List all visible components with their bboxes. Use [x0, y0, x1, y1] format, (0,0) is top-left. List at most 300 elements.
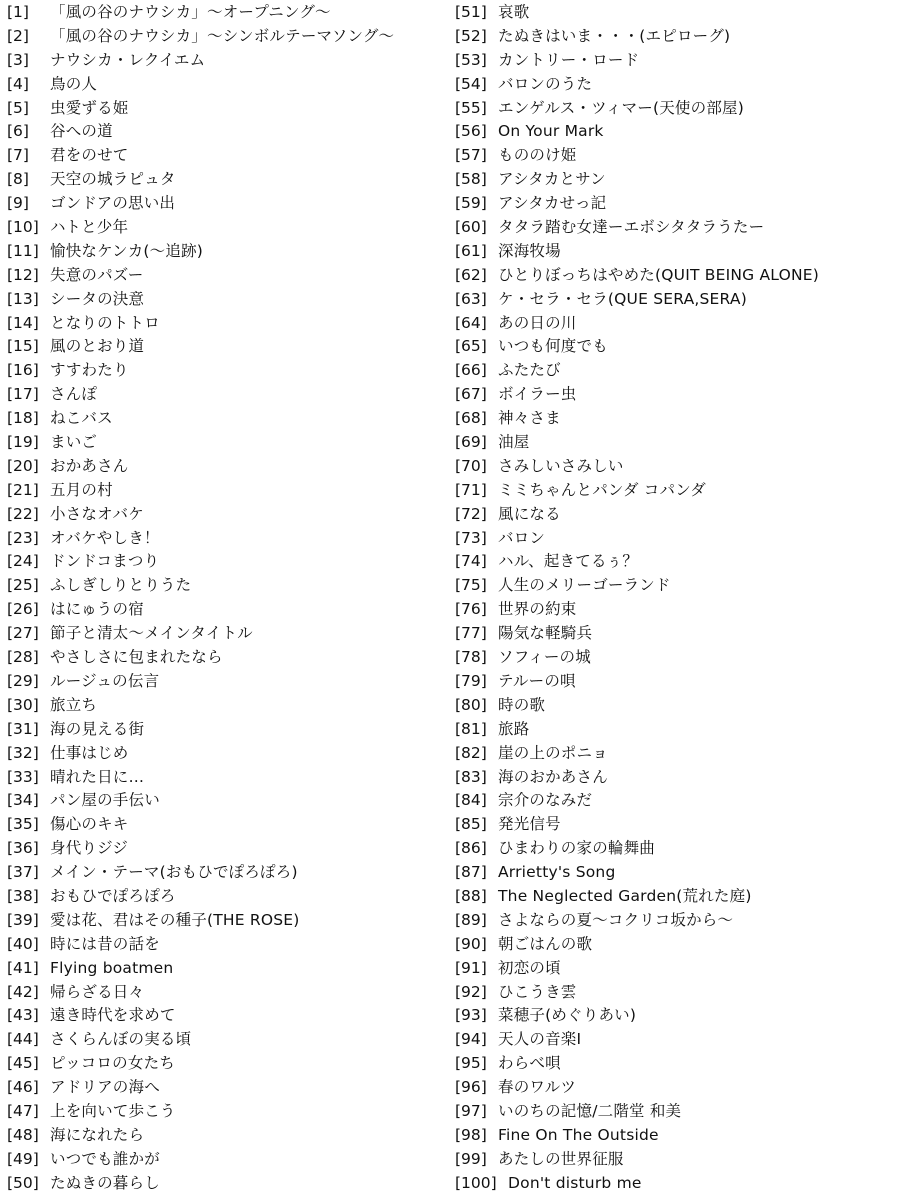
track-list-item [7, 1124, 447, 1148]
track-list-item [455, 981, 895, 1005]
track-title: アドリアの海へ [50, 1078, 160, 1097]
track-list-item [455, 192, 895, 216]
track-list-item [455, 25, 895, 49]
track-number: [59] [455, 194, 487, 213]
track-list-item [455, 622, 895, 646]
track-title: 哀歌 [498, 3, 530, 21]
track-number: [24] [7, 552, 39, 571]
track-list-item [455, 479, 895, 503]
track-title: アシタカとサン [498, 170, 606, 189]
track-list-item [7, 144, 447, 168]
track-list-item [455, 383, 895, 407]
track-title: いつも何度でも [498, 337, 608, 356]
track-number: [58] [455, 170, 487, 189]
track-list-item [455, 407, 895, 431]
track-title: おかあさん [50, 456, 129, 475]
track-title: 虫愛ずる姫 [50, 98, 129, 117]
track-list-item [7, 933, 447, 957]
track-title: ルージュの伝言 [50, 671, 160, 690]
track-list-item [7, 1052, 447, 1076]
track-title: さよならの夏〜コクリコ坂から〜 [498, 910, 734, 929]
track-list-item [7, 574, 447, 598]
track-number: [69] [455, 433, 487, 452]
track-title: 時の歌 [498, 695, 546, 714]
track-number: [71] [455, 480, 487, 499]
track-number: [99] [455, 1149, 487, 1168]
track-title: ハトと少年 [50, 218, 129, 237]
track-title: ひとりぼっちはやめた(QUIT BEING ALONE) [498, 265, 820, 284]
track-number: [8] [7, 170, 29, 189]
track-list-item [7, 813, 447, 837]
track-list-item [455, 933, 895, 957]
track-list-item [7, 240, 447, 264]
track-list-item [7, 1172, 447, 1196]
track-number: [53] [455, 50, 487, 69]
track-number: [47] [7, 1101, 39, 1120]
track-number: [9] [7, 194, 29, 213]
track-list-item [455, 359, 895, 383]
track-number: [77] [455, 624, 487, 643]
track-number: [37] [7, 863, 39, 882]
track-number: [55] [455, 98, 487, 117]
track-title: メイン・テーマ(おもひでぽろぽろ) [50, 863, 298, 882]
track-number: [19] [7, 433, 39, 452]
track-title: 愛は花、君はその種子(THE ROSE) [50, 910, 300, 929]
track-list-column-right [455, 1, 895, 1196]
track-title: Fine On The Outside [498, 1125, 659, 1144]
track-title: もののけ姫 [498, 146, 577, 165]
track-list-item [7, 1076, 447, 1100]
track-title: 陽気な軽騎兵 [498, 624, 593, 643]
track-title: ひこうき雲 [498, 982, 577, 1001]
track-list-item [7, 1148, 447, 1172]
track-number: [93] [455, 1006, 487, 1025]
track-number: [57] [455, 146, 487, 165]
track-title: 崖の上のポニョ [498, 743, 608, 762]
track-number: [85] [455, 815, 487, 834]
track-list-item [7, 1004, 447, 1028]
track-title: ねこバス [50, 409, 113, 428]
track-number: [6] [7, 122, 29, 141]
track-number: [20] [7, 456, 39, 475]
track-number: [79] [455, 671, 487, 690]
track-number: [17] [7, 385, 39, 404]
track-number: [25] [7, 576, 39, 595]
track-title: となりのトトロ [50, 313, 160, 332]
track-title: ケ・セラ・セラ(QUE SERA,SERA) [498, 289, 747, 308]
track-number: [88] [455, 886, 487, 905]
track-title: あたしの世界征服 [498, 1149, 624, 1168]
track-number: [38] [7, 886, 39, 905]
track-list-item [455, 120, 895, 144]
track-title: 晴れた日に… [50, 767, 145, 786]
track-number: [68] [455, 409, 487, 428]
track-list-item [455, 1028, 895, 1052]
track-title: 帰らざる日々 [50, 982, 145, 1001]
track-number: [67] [455, 385, 487, 404]
track-title: ソフィーの城 [498, 648, 591, 667]
track-number: [42] [7, 982, 39, 1001]
track-list-item [455, 574, 895, 598]
track-number: [56] [455, 122, 487, 141]
track-list-item [455, 813, 895, 837]
track-title: さくらんぼの実る頃 [50, 1030, 192, 1049]
track-list-item [7, 192, 447, 216]
track-list-item [7, 885, 447, 909]
track-list-item [7, 981, 447, 1005]
track-number: [15] [7, 337, 39, 356]
track-title: 人生のメリーゴーランド [498, 576, 671, 595]
track-title: 小さなオバケ [50, 504, 144, 523]
track-number: [32] [7, 743, 39, 762]
track-number: [26] [7, 600, 39, 619]
track-number: [31] [7, 719, 39, 738]
track-number: [30] [7, 695, 39, 714]
track-title: 海の見える街 [50, 719, 145, 738]
track-title: 世界の約束 [498, 600, 577, 619]
track-title: 身代りジジ [50, 839, 129, 858]
track-title: さみしいさみしい [498, 456, 624, 475]
track-number: [66] [455, 361, 487, 380]
track-number: [48] [7, 1125, 39, 1144]
track-list-item [455, 240, 895, 264]
track-list-item [455, 144, 895, 168]
track-number: [84] [455, 791, 487, 810]
track-number: [16] [7, 361, 39, 380]
track-list-item [7, 622, 447, 646]
track-number: [23] [7, 528, 39, 547]
track-list-item [455, 168, 895, 192]
track-number: [12] [7, 265, 39, 284]
track-title: バロンのうた [498, 74, 593, 93]
track-title: あの日の川 [498, 313, 577, 332]
track-list-item [455, 1076, 895, 1100]
track-title: いつでも誰かが [50, 1149, 160, 1168]
track-number: [78] [455, 648, 487, 667]
track-number: [44] [7, 1030, 39, 1049]
track-list-item [7, 957, 447, 981]
track-list-item [7, 168, 447, 192]
track-list-item [455, 909, 895, 933]
track-list-item [455, 288, 895, 312]
track-title: オバケやしき！ [50, 528, 160, 547]
track-number: [1] [7, 3, 29, 21]
track-number: [41] [7, 958, 39, 977]
track-list-item [7, 527, 447, 551]
track-number: [22] [7, 504, 39, 523]
track-list-item [7, 503, 447, 527]
track-title: 旅立ち [50, 695, 98, 714]
track-title: 初恋の頃 [498, 958, 561, 977]
track-number: [86] [455, 839, 487, 858]
track-number: [80] [455, 695, 487, 714]
track-list-item [7, 837, 447, 861]
track-list-item [7, 49, 447, 73]
track-list-item [7, 670, 447, 694]
track-number: [3] [7, 50, 29, 69]
track-list-item [7, 1100, 447, 1124]
track-list-item [7, 766, 447, 790]
track-number: [34] [7, 791, 39, 810]
track-title: 仕事はじめ [50, 743, 129, 762]
track-list-item [7, 718, 447, 742]
track-title: 時には昔の話を [50, 934, 160, 953]
track-title: 天空の城ラピュタ [50, 170, 176, 189]
track-list-item [455, 1124, 895, 1148]
track-list-item [455, 1, 895, 25]
track-number: [74] [455, 552, 487, 571]
track-title: いのちの記憶/二階堂 和美 [498, 1101, 682, 1120]
track-list-item [455, 1052, 895, 1076]
track-list-item [7, 97, 447, 121]
track-title: シータの決意 [50, 289, 145, 308]
track-list-item [7, 598, 447, 622]
track-list-item [455, 957, 895, 981]
track-list-item [455, 670, 895, 694]
track-title: 深海牧場 [498, 241, 561, 260]
track-title: 海のおかあさん [498, 767, 608, 786]
track-list-item [455, 527, 895, 551]
track-number: [50] [7, 1173, 39, 1192]
track-title: テルーの唄 [498, 671, 576, 690]
track-list-item [455, 885, 895, 909]
track-title: おもひでぽろぽろ [50, 886, 176, 905]
track-title: 鳥の人 [50, 74, 98, 93]
track-number: [87] [455, 863, 487, 882]
track-list-item [7, 383, 447, 407]
track-title: 旅路 [498, 719, 530, 738]
track-number: [76] [455, 600, 487, 619]
track-title: ナウシカ・レクイエム [50, 50, 206, 69]
track-number: [96] [455, 1078, 487, 1097]
track-list-item [7, 407, 447, 431]
track-title: 遠き時代を求めて [50, 1006, 176, 1025]
track-list-item [455, 646, 895, 670]
track-number: [29] [7, 671, 39, 690]
track-list-item [7, 861, 447, 885]
track-number: [64] [455, 313, 487, 332]
track-list-item [455, 837, 895, 861]
track-title: ハル、起きてるぅ？ [498, 552, 639, 571]
track-title: ゴンドアの思い出 [50, 194, 176, 213]
track-number: [40] [7, 934, 39, 953]
track-number: [33] [7, 767, 39, 786]
track-title: ふしぎしりとりうた [50, 576, 192, 595]
track-number: [49] [7, 1149, 39, 1168]
track-list-item [7, 455, 447, 479]
track-title: Flying boatmen [50, 958, 174, 977]
track-title: わらべ唄 [498, 1054, 561, 1073]
track-title: 節子と清太〜メインタイトル [50, 624, 253, 643]
track-number: [51] [455, 3, 487, 21]
track-number: [61] [455, 241, 487, 260]
track-list-item [7, 550, 447, 574]
track-list-item [455, 264, 895, 288]
track-list-item [455, 1100, 895, 1124]
track-number: [94] [455, 1030, 487, 1049]
track-title: 君をのせて [50, 146, 129, 165]
track-list-item [7, 216, 447, 240]
track-list-item [455, 861, 895, 885]
track-number: [46] [7, 1078, 39, 1097]
track-list-item [455, 503, 895, 527]
track-list-item [7, 694, 447, 718]
track-list-item [7, 264, 447, 288]
track-title: 神々さま [498, 409, 561, 428]
track-list-item [455, 1148, 895, 1172]
track-list-item [7, 312, 447, 336]
track-title: ふたたび [498, 361, 561, 380]
track-number: [28] [7, 648, 39, 667]
track-list-item [455, 766, 895, 790]
track-list-item [7, 25, 447, 49]
track-number: [7] [7, 146, 29, 165]
track-title: 春のワルツ [498, 1078, 577, 1097]
track-title: 海になれたら [50, 1125, 145, 1144]
track-list-item [455, 431, 895, 455]
track-title: 「風の谷のナウシカ」〜オープニング〜 [50, 3, 331, 21]
track-list-column-left [7, 1, 447, 1196]
track-number: [35] [7, 815, 39, 834]
track-list-item [7, 1, 447, 25]
track-title: パン屋の手伝い [50, 791, 160, 810]
track-list-item [455, 742, 895, 766]
track-title: エンゲルス・ツィマー(天使の部屋) [498, 98, 744, 117]
track-number: [89] [455, 910, 487, 929]
track-list-item [455, 312, 895, 336]
track-title: たぬきはいま・・・(エピローグ) [498, 26, 731, 45]
track-number: [43] [7, 1006, 39, 1025]
track-number: [52] [455, 26, 487, 45]
track-list-item [455, 1004, 895, 1028]
track-number: [13] [7, 289, 39, 308]
track-number: [91] [455, 958, 487, 977]
track-title: たぬきの暮らし [50, 1173, 160, 1192]
track-list-item [455, 216, 895, 240]
track-number: [27] [7, 624, 39, 643]
track-list-item [455, 550, 895, 574]
track-title: 風のとおり道 [50, 337, 145, 356]
track-number: [5] [7, 98, 29, 117]
track-number: [98] [455, 1125, 487, 1144]
track-list-item [455, 335, 895, 359]
track-number: [92] [455, 982, 487, 1001]
track-number: [10] [7, 218, 39, 237]
track-number: [21] [7, 480, 39, 499]
track-title: タタラ踏む女達ーエボシタタラうたー [498, 218, 765, 237]
track-number: [2] [7, 26, 29, 45]
track-title: まいご [50, 433, 98, 452]
track-number: [62] [455, 265, 487, 284]
track-number: [14] [7, 313, 39, 332]
track-list-item [7, 431, 447, 455]
track-number: [54] [455, 74, 487, 93]
track-list-item [7, 359, 447, 383]
track-title: 朝ごはんの歌 [498, 934, 593, 953]
track-title: さんぽ [50, 385, 98, 404]
track-number: [70] [455, 456, 487, 475]
track-list-item [7, 742, 447, 766]
track-number: [72] [455, 504, 487, 523]
track-list-item [7, 120, 447, 144]
track-title: 失意のパズー [50, 265, 144, 284]
track-title: ピッコロの女たち [50, 1054, 175, 1073]
track-title: ドンドコまつり [50, 552, 160, 571]
track-title: 谷への道 [50, 122, 113, 141]
track-list-item [7, 479, 447, 503]
track-number: [60] [455, 218, 487, 237]
track-number: [100] [455, 1173, 497, 1192]
track-title: アシタカせっ記 [498, 194, 607, 213]
track-number: [75] [455, 576, 487, 595]
track-number: [81] [455, 719, 487, 738]
track-list-item [455, 718, 895, 742]
track-title: 五月の村 [50, 480, 113, 499]
track-list-item [7, 73, 447, 97]
track-list-item [7, 789, 447, 813]
track-title: 菜穂子(めぐりあい) [498, 1006, 637, 1025]
track-title: 油屋 [498, 433, 530, 452]
track-list-item [7, 909, 447, 933]
track-title: 上を向いて歩こう [50, 1101, 176, 1120]
track-title: 傷心のキキ [50, 815, 129, 834]
track-list-item [455, 1172, 895, 1196]
track-number: [95] [455, 1054, 487, 1073]
track-title: 宗介のなみだ [498, 791, 593, 810]
track-number: [45] [7, 1054, 39, 1073]
track-list-item [455, 694, 895, 718]
track-list-item [7, 335, 447, 359]
track-number: [83] [455, 767, 487, 786]
track-list-item [7, 288, 447, 312]
track-number: [11] [7, 241, 39, 260]
track-title: 風になる [498, 504, 561, 523]
track-number: [82] [455, 743, 487, 762]
track-list-item [7, 646, 447, 670]
track-title: ボイラー虫 [498, 385, 577, 404]
track-title: やさしさに包まれたなら [50, 648, 223, 667]
track-list-item [455, 789, 895, 813]
track-title: Arrietty's Song [498, 863, 616, 882]
track-number: [36] [7, 839, 39, 858]
track-number: [65] [455, 337, 487, 356]
track-title: はにゅうの宿 [50, 600, 144, 619]
track-number: [90] [455, 934, 487, 953]
track-number: [18] [7, 409, 39, 428]
track-title: カントリー・ロード [498, 50, 640, 69]
track-number: [73] [455, 528, 487, 547]
track-title: すすわたり [50, 361, 129, 380]
track-list-item [455, 97, 895, 121]
track-title: 天人の音楽I [498, 1030, 582, 1049]
track-title: Don't disturb me [508, 1173, 642, 1192]
track-list-item [455, 598, 895, 622]
track-title: ひまわりの家の輪舞曲 [498, 839, 656, 858]
track-list-item [7, 1028, 447, 1052]
track-list-item [455, 73, 895, 97]
track-list-item [455, 49, 895, 73]
track-title: バロン [498, 528, 546, 547]
track-number: [97] [455, 1101, 487, 1120]
track-title: 発光信号 [498, 815, 561, 834]
track-number: [63] [455, 289, 487, 308]
track-title: 「風の谷のナウシカ」〜シンボルテーマソング〜 [50, 26, 395, 45]
track-list-item [455, 455, 895, 479]
track-title: On Your Mark [498, 122, 604, 141]
track-number: [4] [7, 74, 29, 93]
track-title: 愉快なケンカ(〜追跡) [50, 241, 204, 260]
track-title: The Neglected Garden(荒れた庭) [498, 886, 752, 905]
